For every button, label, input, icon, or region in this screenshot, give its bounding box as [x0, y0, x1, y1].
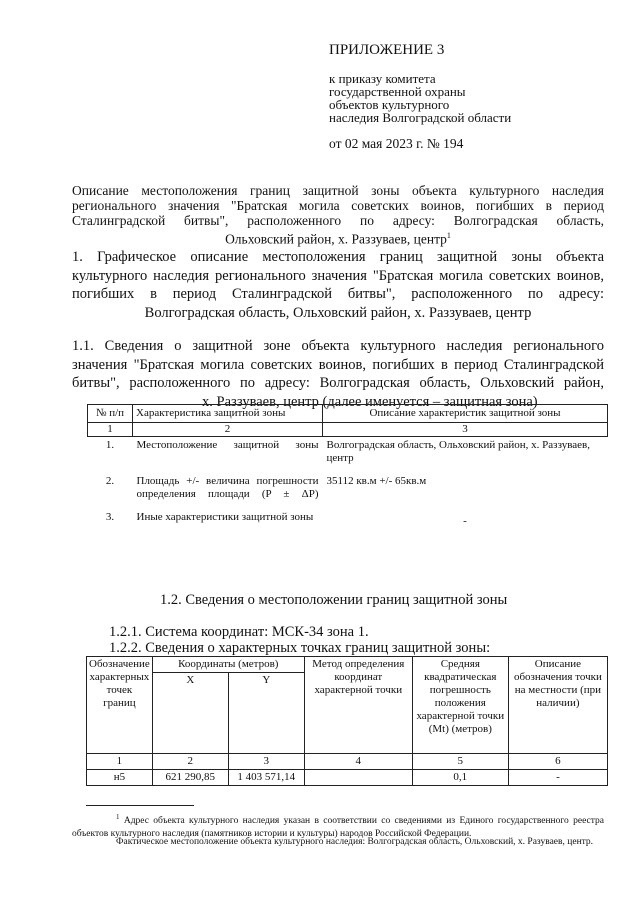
row-value: 35112 кв.м +/- 65кв.м: [326, 475, 427, 487]
column-header: № п/п: [88, 405, 133, 423]
column-number: 2: [152, 754, 228, 770]
section-1-text: [72, 248, 604, 322]
column-header: Характеристика защитной зоны: [133, 405, 323, 423]
order-date: от 02 мая 2023 г. № 194: [329, 136, 464, 151]
subtitle-line: наследия Волгоградской области: [329, 110, 512, 125]
column-header: Описание обозначения точки на местности (при наличии): [508, 657, 607, 754]
footnote-divider: [86, 805, 194, 806]
point-error: 0,1: [412, 770, 508, 786]
column-number: 4: [304, 754, 412, 770]
section-line: х. Раззуваев, центр (далее именуется – защитная зона): [202, 393, 538, 410]
subtitle-line: объектов культурного: [329, 97, 450, 112]
column-header: Средняя квадратическая погрешность положения характерной точки (Mt) (метров): [412, 657, 508, 754]
section-line: Волгоградская область, Ольховский район, х. Раззуваев, центр: [144, 304, 532, 321]
appendix-subtitle: [329, 72, 511, 124]
column-number: 1: [88, 423, 133, 437]
table-row: [88, 437, 608, 474]
table-number-row: [88, 423, 608, 437]
point-description: -: [508, 770, 607, 786]
table-row: [88, 509, 608, 536]
column-header: Координаты (метров): [152, 657, 304, 673]
row-value: Волгоградская область, Ольховский район, х. Раззуваев, центр: [326, 439, 590, 464]
subtitle-line: к приказу комитета: [329, 71, 436, 86]
column-number: 3: [228, 754, 304, 770]
table-row: [87, 770, 608, 786]
section-line: 1. Графическое описание местоположения границ защитной зоны объекта: [72, 249, 604, 265]
table-header-row: [88, 405, 608, 423]
heading-line: регионального значения "Братская могила советских воинов, погибших в период: [72, 198, 604, 213]
section-1-1-text: [72, 337, 604, 411]
coordinate-system: 1.2.1. Система координат: МСК-34 зона 1.: [109, 624, 369, 640]
footnote-mark: 1: [116, 813, 120, 821]
column-number: 6: [508, 754, 607, 770]
boundary-points-table: [86, 656, 608, 786]
table-header-row: [87, 657, 608, 673]
table-number-row: [87, 754, 608, 770]
point-method: [304, 770, 412, 786]
footnote-2: Фактическое местоположение объекта культурного наследия: Волгоградская область, Ольховский, х. Разуваев, центр.: [116, 837, 594, 847]
column-number: 1: [87, 754, 153, 770]
column-header: Метод определения координат характерной точки: [304, 657, 412, 754]
row-number: 3.: [105, 511, 115, 523]
row-number: 2.: [105, 475, 115, 487]
document-heading: [72, 183, 604, 247]
column-number: 5: [412, 754, 508, 770]
points-heading: 1.2.2. Сведения о характерных точках границ защитной зоны:: [109, 640, 491, 656]
point-x: 621 290,85: [152, 770, 228, 786]
column-header: Обозначение характерных точек границ: [87, 657, 153, 754]
section-line: битвы", расположенного по адресу: Волгоградская область, Ольховский район,: [72, 375, 604, 391]
column-number: 2: [133, 423, 323, 437]
row-number: 1.: [105, 439, 115, 451]
column-header: Описание характеристик защитной зоны: [323, 405, 608, 423]
section-line: 1.1. Сведения о защитной зоне объекта культурного наследия регионального: [72, 338, 604, 354]
row-value: -: [463, 515, 467, 527]
zone-characteristics-table: [87, 404, 608, 536]
subtitle-line: государственной охраны: [329, 84, 466, 99]
column-header: X: [152, 673, 228, 754]
row-characteristic: Иные характеристики защитной зоны: [136, 511, 314, 523]
heading-line: Описание местоположения границ защитной зоны объекта культурного наследия: [72, 183, 604, 198]
row-characteristic: Местоположение защитной зоны: [136, 439, 319, 451]
column-header: Y: [228, 673, 304, 754]
row-characteristic: Площадь +/- величина погрешности определения площади (P ± ΔP): [136, 475, 319, 500]
section-line: культурного наследия регионального значения "Братская могила советских воинов,: [72, 267, 604, 284]
heading-line-last: [72, 228, 604, 247]
column-number: 3: [323, 423, 608, 437]
footnote-ref: 1: [446, 231, 451, 240]
heading-line: Сталинградской битвы", расположенного по адресу: Волгоградская область,: [72, 213, 604, 228]
section-line: погибших в период Сталинградской битвы", расположенного по адресу:: [72, 286, 604, 302]
heading-line-text: Ольховский район, х. Раззуваев, центр: [225, 231, 447, 247]
subsection-1-2-title: 1.2. Сведения о местоположении границ защитной зоны: [160, 592, 508, 608]
point-y: 1 403 571,14: [228, 770, 304, 786]
table-row: [88, 473, 608, 509]
appendix-title: ПРИЛОЖЕНИЕ 3: [329, 42, 445, 58]
point-id: н5: [87, 770, 153, 786]
section-line: значения "Братская могила советских воинов, погибших в период Сталинградской: [72, 356, 604, 373]
footnote-text: Адрес объекта культурного наследия указан в соответствии со сведениями из Единого государственного реестра объектов культурного наследия (памятников истории и культуры) народов Российской Федерации.: [72, 816, 604, 840]
